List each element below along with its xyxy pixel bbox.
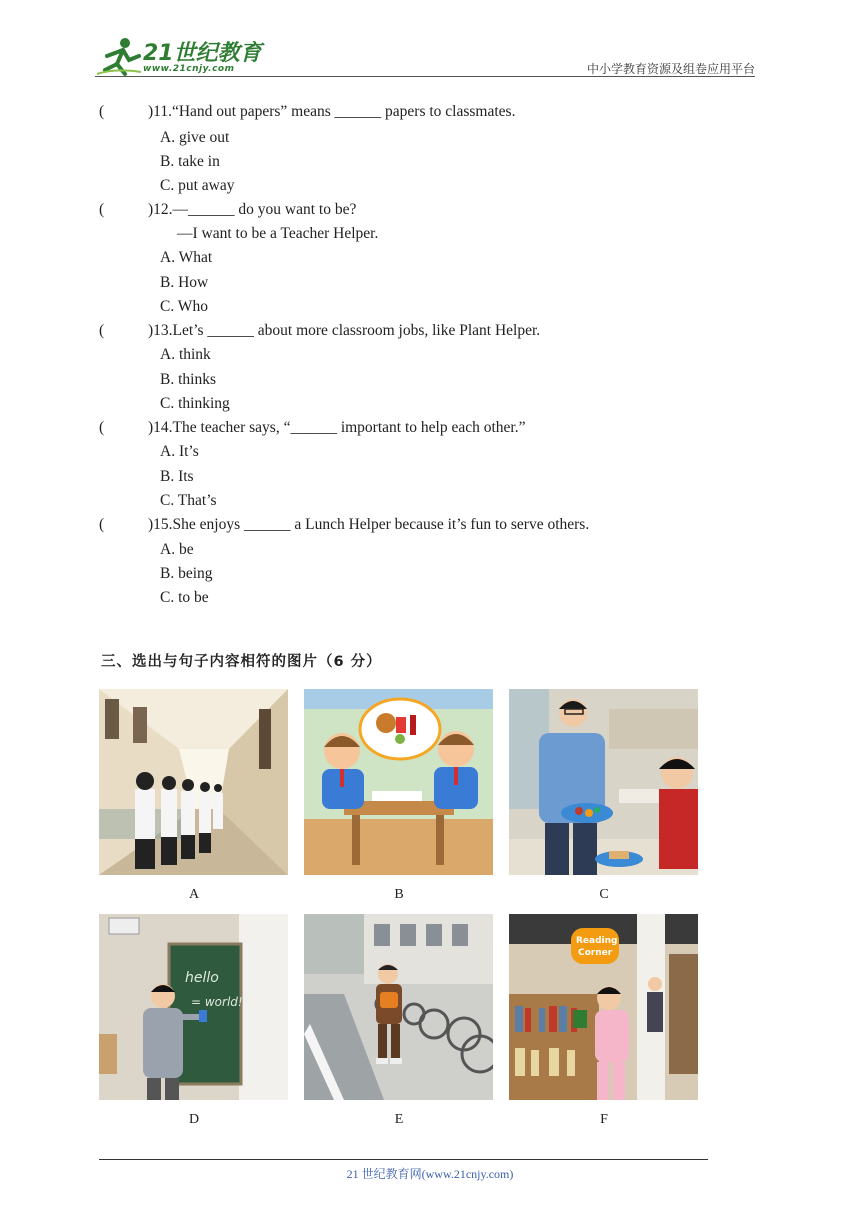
question-stem: )15.She enjoys ______ a Lunch Helper because it’s fun to serve others.: [148, 516, 590, 533]
question-12: ( )12.—______ do you want to be?: [99, 201, 357, 218]
picture-label: F: [600, 1112, 608, 1127]
question-13: ( )13.Let’s ______ about more classroom jobs, like Plant Helper.: [99, 322, 541, 339]
option: C. That’s: [160, 492, 217, 509]
option: C. put away: [160, 177, 235, 194]
option: B. being: [160, 565, 213, 582]
picture-label: B: [394, 887, 404, 902]
question-reply: —I want to be a Teacher Helper.: [177, 225, 379, 242]
option: A. What: [160, 249, 213, 266]
footer-text: 21 世纪教育网(www.21cnjy.com): [346, 1167, 514, 1181]
picture-e-bikes: [304, 914, 493, 1100]
option: B. How: [160, 274, 209, 291]
picture-c-lunch: [509, 689, 698, 875]
section-title: 三、选出与句子内容相符的图片（6 分）: [101, 654, 382, 670]
platform-title: 中小学教育资源及组卷应用平台: [586, 62, 755, 76]
logo-text: 21世纪教育: [143, 41, 262, 66]
question-stem: )12.—______ do you want to be?: [148, 201, 357, 218]
picture-label: C: [599, 887, 609, 902]
picture-d-blackboard: [99, 914, 288, 1100]
option: C. thinking: [160, 395, 230, 412]
picture-label: D: [188, 1112, 200, 1127]
option: A. It’s: [160, 443, 199, 460]
runner-logo-icon: [95, 34, 143, 78]
option: A. be: [160, 541, 194, 558]
option: A. give out: [160, 129, 230, 146]
picture-label: A: [188, 887, 200, 902]
question-stem: )14.The teacher says, “______ important to help each other.”: [148, 419, 526, 436]
picture-label: E: [394, 1112, 404, 1127]
sign-text-reading: Reading: [576, 936, 618, 946]
footer-divider: [99, 1159, 708, 1160]
logo-url: www.21cnjy.com: [143, 64, 235, 74]
option: C. to be: [160, 589, 209, 606]
question-15: ( )15.She enjoys ______ a Lunch Helper because it’s fun to serve others.: [99, 516, 590, 533]
page-header: [95, 30, 755, 78]
board-text-world: = world!: [191, 995, 243, 1009]
sign-text-corner: Corner: [578, 948, 613, 958]
header-divider: [95, 76, 755, 77]
question-14: ( )14.The teacher says, “______ important to help each other.”: [99, 419, 526, 436]
question-stem: )11.“Hand out papers” means ______ papers to classmates.: [148, 103, 516, 120]
picture-a-hallway: [99, 689, 288, 875]
picture-f-reading: [509, 914, 698, 1100]
option: A. think: [160, 346, 211, 363]
option: B. Its: [160, 468, 194, 485]
option: B. thinks: [160, 371, 216, 388]
option: B. take in: [160, 153, 220, 170]
logo: [95, 34, 265, 78]
board-text-hello: hello: [185, 970, 219, 986]
question-11: ( )11.“Hand out papers” means ______ papers to classmates.: [99, 103, 516, 120]
question-stem: )13.Let’s ______ about more classroom jobs, like Plant Helper.: [148, 322, 541, 339]
option: C. Who: [160, 298, 208, 315]
picture-b-cartoon: [304, 689, 493, 875]
